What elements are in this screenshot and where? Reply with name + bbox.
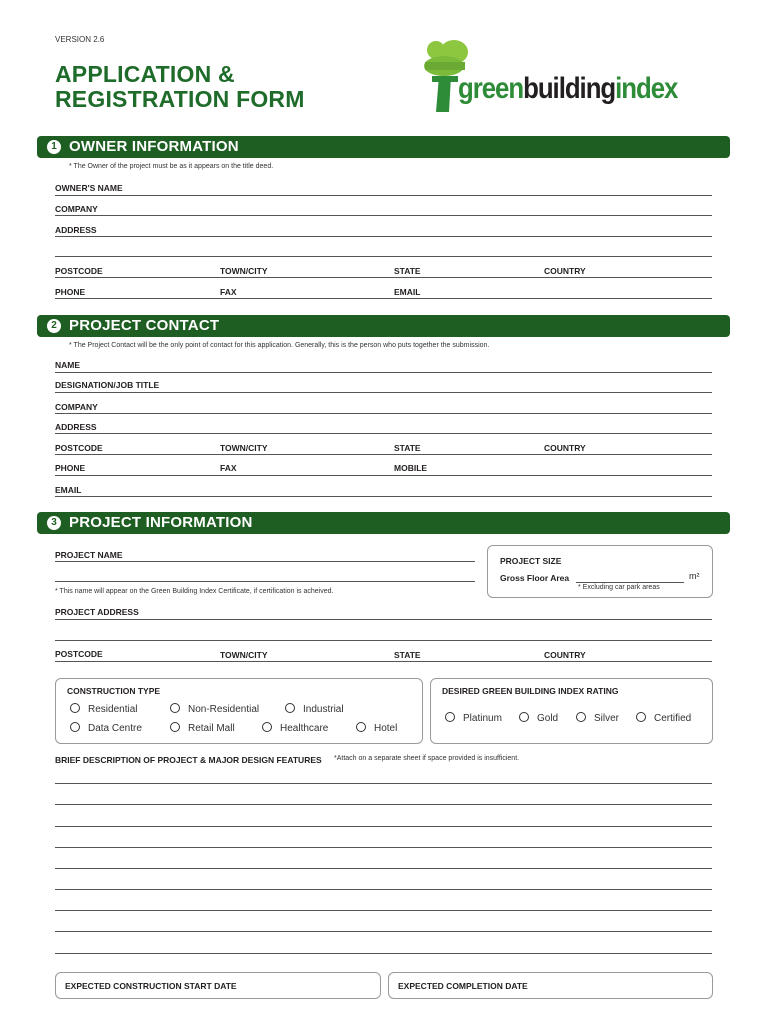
description-line[interactable] [55,868,712,869]
radio-circle-icon [576,712,586,722]
gbi-rating-label: DESIRED GREEN BUILDING INDEX RATING [442,686,619,696]
radio-residential[interactable]: Residential [70,703,137,715]
contact-name-field[interactable] [55,372,712,373]
contact-location-field[interactable] [55,454,712,455]
owner-name-field[interactable] [55,195,712,196]
radio-circle-icon [170,722,180,732]
owner-contact-field[interactable] [55,298,712,299]
description-line[interactable] [55,910,712,911]
description-line[interactable] [55,889,712,890]
gbi-rating-box [430,678,713,744]
gfa-field[interactable] [576,582,684,583]
contact-address-label: ADDRESS [55,422,97,432]
owner-address-field-2[interactable] [55,256,712,257]
radio-healthcare[interactable]: Healthcare [262,722,328,734]
radio-circle-icon [170,703,180,713]
section-title: PROJECT INFORMATION [69,514,253,531]
contact-email-label: EMAIL [55,485,82,495]
contact-note: * The Project Contact will be the only point of contact for this application. Generally, this is the person who puts together the submission. [69,342,490,349]
contact-name-label: NAME [55,360,81,370]
logo-wordmark: greenbuildingindex [458,72,678,105]
contact-email-field[interactable] [55,496,712,497]
contact-mobile-label: MOBILE [394,463,428,473]
owner-postcode-label: POSTCODE [55,266,103,276]
radio-circle-icon [70,722,80,732]
section-title: PROJECT CONTACT [69,317,220,334]
radio-circle-icon [519,712,529,722]
owner-phone-label: PHONE [55,287,86,297]
section-number-1: 1 [47,140,61,154]
owner-town-label: TOWN/CITY [220,266,268,276]
description-note: *Attach on a separate sheet if space provided is insufficient. [334,755,520,762]
owner-information-header [37,136,730,158]
owner-company-label: COMPANY [55,204,98,214]
gfa-unit: m² [689,571,700,581]
owner-company-field[interactable] [55,215,712,216]
radio-silver[interactable]: Silver [576,712,619,724]
project-size-label: PROJECT SIZE [500,556,562,566]
radio-non-residential[interactable]: Non-Residential [170,703,259,715]
radio-retail-mall[interactable]: Retail Mall [170,722,235,734]
radio-data-centre[interactable]: Data Centre [70,722,142,734]
radio-hotel[interactable]: Hotel [356,722,397,734]
project-town-label: TOWN/CITY [220,650,268,660]
contact-state-label: STATE [394,443,421,453]
section-number-3: 3 [47,516,61,530]
project-information-header [37,512,730,534]
radio-circle-icon [445,712,455,722]
radio-circle-icon [636,712,646,722]
owner-name-label: OWNER'S NAME [55,183,123,193]
radio-certified[interactable]: Certified [636,712,691,724]
owner-note: * The Owner of the project must be as it appears on the title deed. [69,163,274,170]
version-label: VERSION 2.6 [55,35,105,44]
project-address-field[interactable] [55,619,712,620]
construction-type-box [55,678,423,744]
project-address-field-2[interactable] [55,640,712,641]
project-postcode-label: POSTCODE [55,649,103,659]
project-name-field[interactable] [55,561,475,562]
section-number-2: 2 [47,319,61,333]
description-line[interactable] [55,953,712,954]
description-line[interactable] [55,847,712,848]
title-line-1: APPLICATION & [55,61,235,87]
owner-address-field[interactable] [55,236,712,237]
construction-type-label: CONSTRUCTION TYPE [67,686,161,696]
description-line[interactable] [55,826,712,827]
start-date-label: EXPECTED CONSTRUCTION START DATE [65,981,237,991]
completion-date-label: EXPECTED COMPLETION DATE [398,981,528,991]
project-country-label: COUNTRY [544,650,586,660]
contact-address-field[interactable] [55,433,712,434]
contact-fax-label: FAX [220,463,237,473]
radio-circle-icon [356,722,366,732]
project-name-label: PROJECT NAME [55,550,123,560]
description-label: BRIEF DESCRIPTION OF PROJECT & MAJOR DESIGN FEATURES [55,755,322,765]
radio-circle-icon [70,703,80,713]
green-building-index-logo [420,38,720,118]
owner-country-label: COUNTRY [544,266,586,276]
contact-phone-label: PHONE [55,463,86,473]
contact-postcode-label: POSTCODE [55,443,103,453]
project-size-box [487,545,713,598]
radio-platinum[interactable]: Platinum [445,712,502,724]
contact-town-label: TOWN/CITY [220,443,268,453]
owner-fax-label: FAX [220,287,237,297]
project-name-note: * This name will appear on the Green Building Index Certificate, if certification is acheived. [55,588,334,595]
gfa-note: * Excluding car park areas [578,584,660,591]
title-line-2: REGISTRATION FORM [55,86,305,112]
owner-address-label: ADDRESS [55,225,97,235]
construction-start-date-field[interactable] [55,972,381,999]
project-name-field-2[interactable] [55,581,475,582]
section-title: OWNER INFORMATION [69,138,239,155]
project-address-label: PROJECT ADDRESS [55,607,139,617]
completion-date-field[interactable] [388,972,713,999]
description-line[interactable] [55,931,712,932]
description-line[interactable] [55,783,712,784]
radio-circle-icon [262,722,272,732]
owner-email-label: EMAIL [394,287,421,297]
contact-designation-label: DESIGNATION/JOB TITLE [55,380,160,390]
contact-country-label: COUNTRY [544,443,586,453]
project-location-field[interactable] [55,661,712,662]
project-contact-header [37,315,730,337]
owner-state-label: STATE [394,266,421,276]
radio-gold[interactable]: Gold [519,712,558,724]
contact-company-field[interactable] [55,413,712,414]
radio-circle-icon [285,703,295,713]
gfa-label: Gross Floor Area [500,573,570,583]
form-title [55,62,305,112]
contact-designation-field[interactable] [55,392,712,393]
contact-company-label: COMPANY [55,402,98,412]
owner-location-field[interactable] [55,277,712,278]
contact-phone-field[interactable] [55,475,712,476]
radio-industrial[interactable]: Industrial [285,703,344,715]
description-line[interactable] [55,804,712,805]
project-state-label: STATE [394,650,421,660]
